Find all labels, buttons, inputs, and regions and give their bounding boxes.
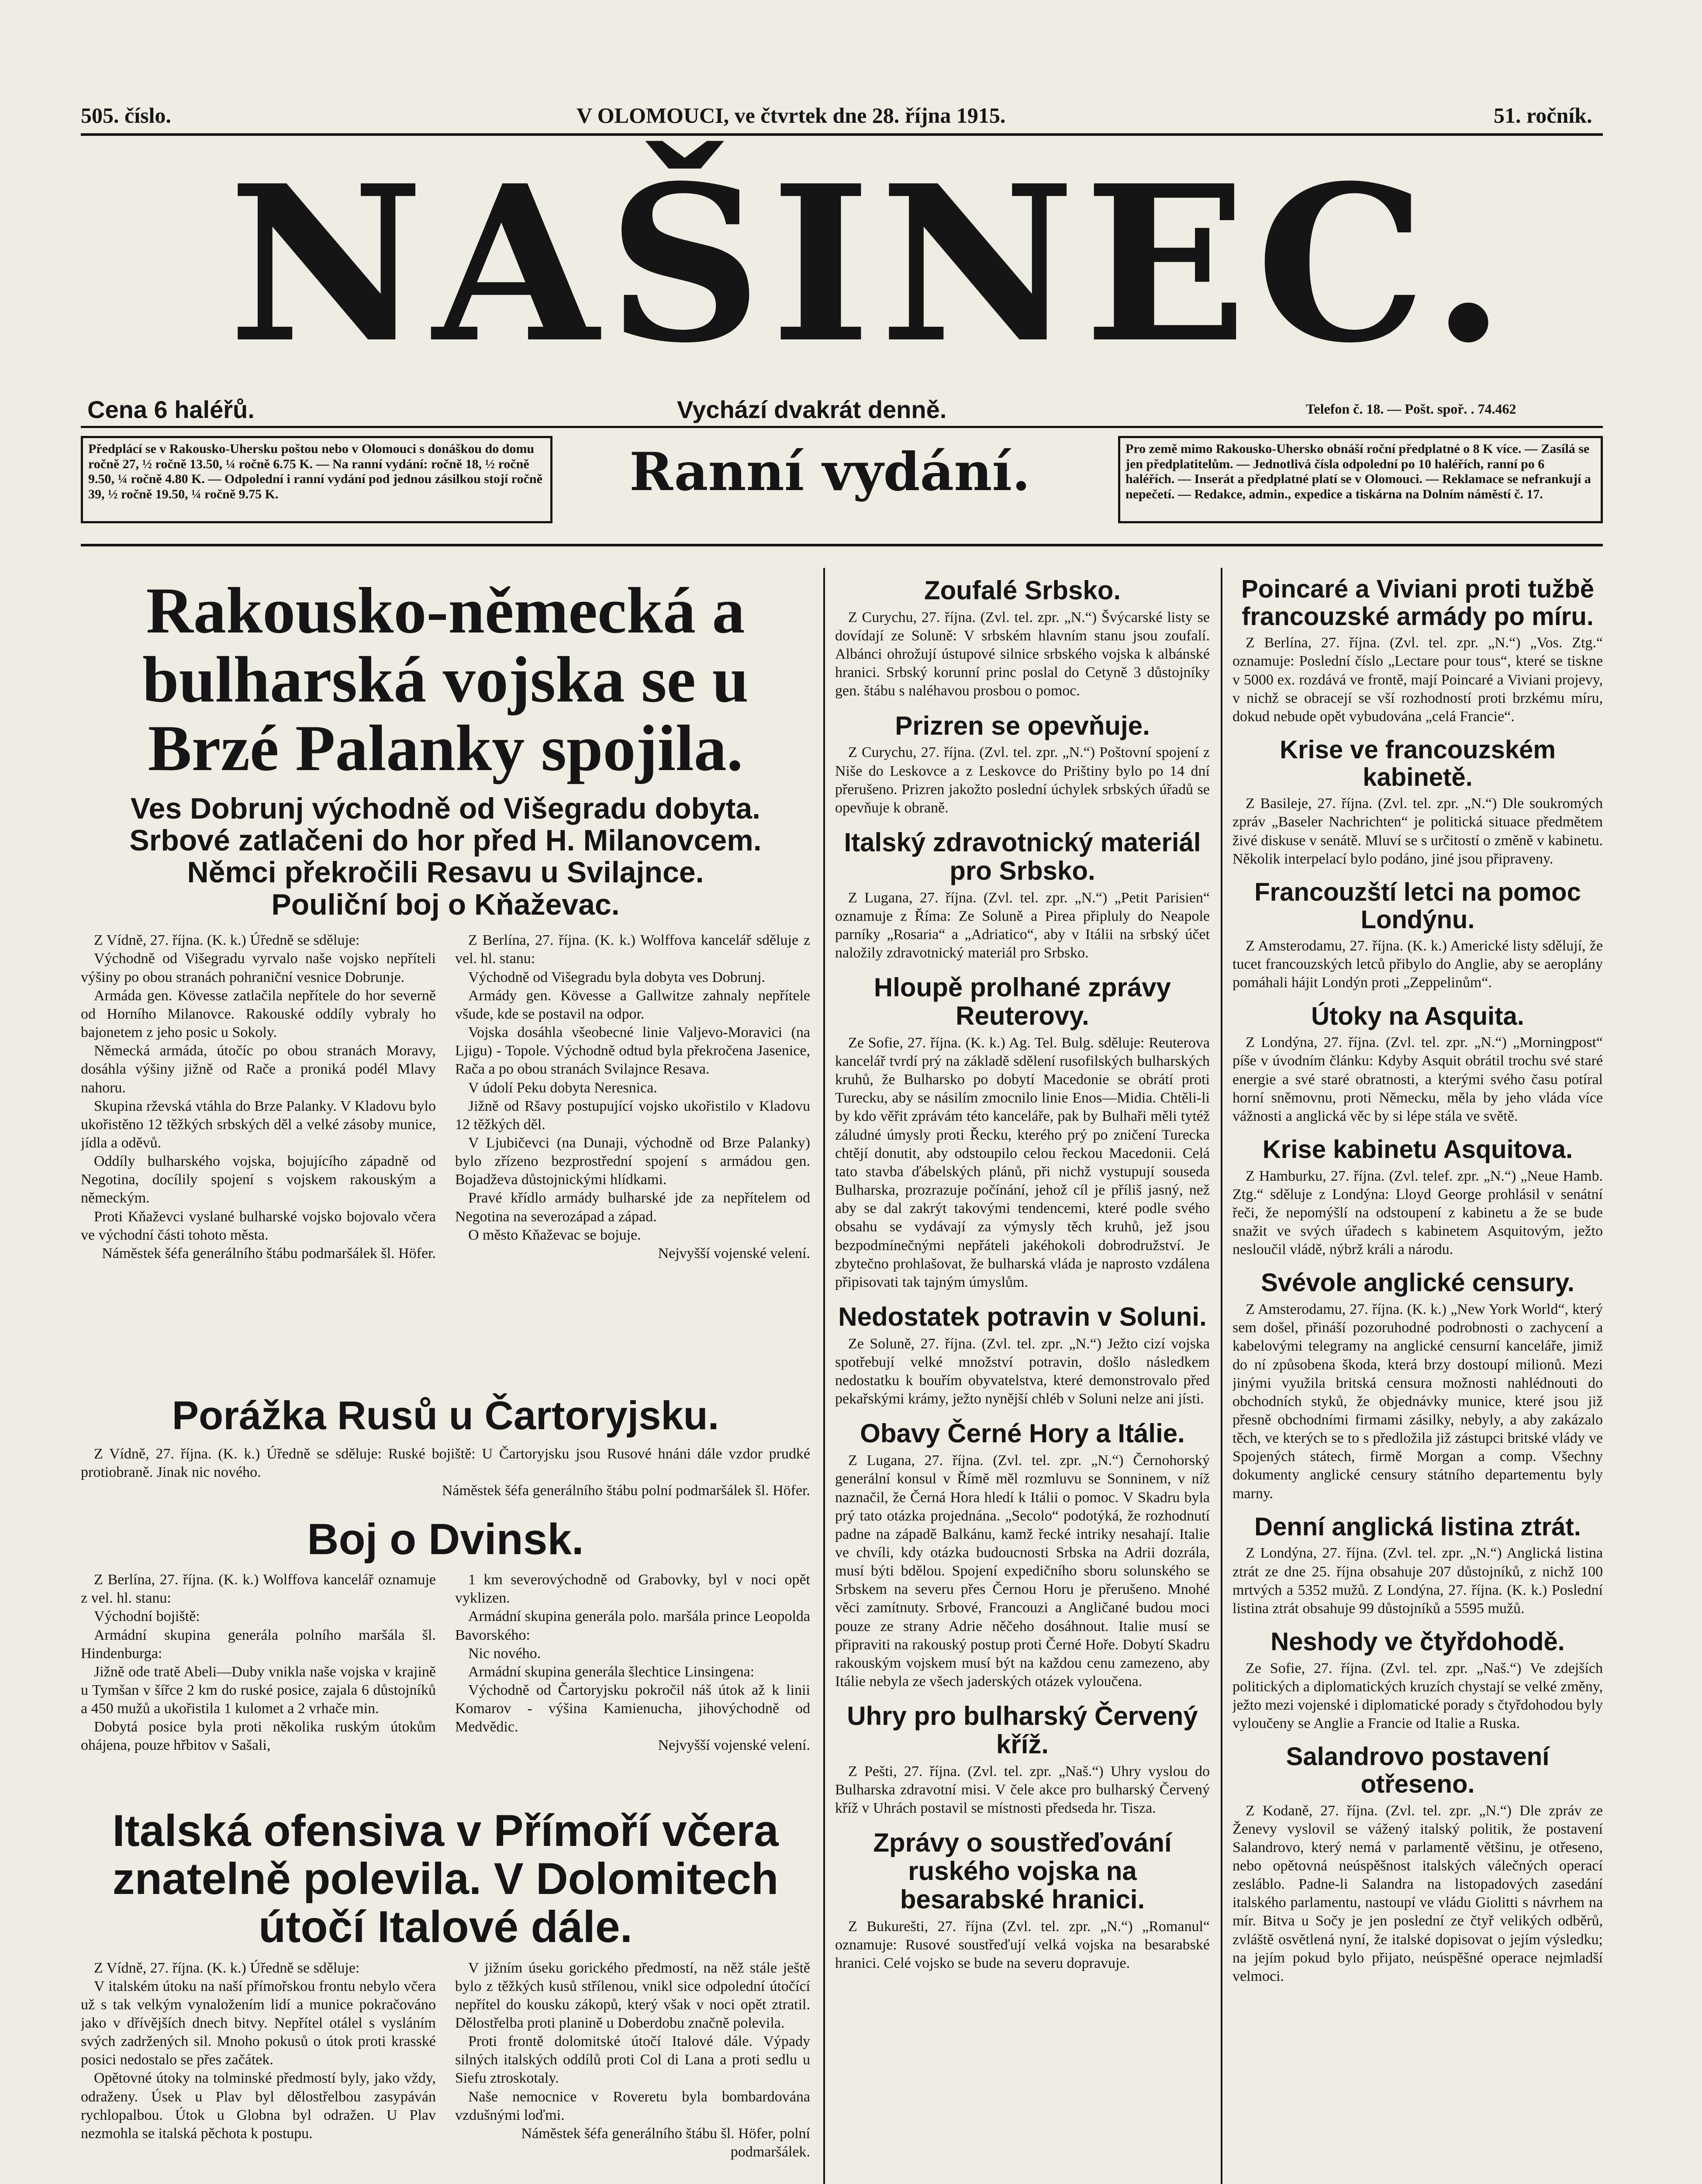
paragraph: Opětovné útoky na tolminské předmostí byly, jako vždy, odraženy. Úsek u Plav byl dělostřelbou zasypáván rychlopalbou. Útok u Globna byl odražen. U Plav nezmohla se italská pěchota k postupu. bbox=[81, 2070, 436, 2142]
paragraph: V italském útoku na naší přímořskou frontu nebylo včera už s tak velkým vynaložením lidí a munice pokračováno jako v dřívějších dnech bitvy. Nepřítel otálel s vysláním svých zadržených sil. Mnoho pokusů o útok proti krasské posici nedostalo se přes začátek. bbox=[81, 1978, 436, 2068]
article-headline: Krise ve francouzském kabinetě. bbox=[1280, 736, 1556, 791]
dvinsk-headline: Boj o Dvinsk. bbox=[307, 1515, 584, 1564]
article-headline: Salandrovo postavení otřeseno. bbox=[1286, 1742, 1550, 1798]
italy-body bbox=[81, 1959, 810, 2184]
volume-number: 51. ročník. bbox=[1494, 103, 1592, 128]
article bbox=[835, 577, 1210, 701]
paragraph: Nic nového. bbox=[468, 1645, 541, 1662]
article bbox=[835, 1420, 1210, 1691]
article bbox=[1232, 1743, 1603, 1986]
paragraph: Armádní skupina generála šlechtice Linsingena: bbox=[468, 1663, 755, 1680]
subscription-box: Předplácí se v Rakousko-Uhersku poštou nebo v Olomouci s donáškou do domu ročně 27, ½ ročně 13.50, ¼ ročně 6.75 K. — Na ranní vydání: ročně 18, ½ ročně 9.50, ¼ ročně 4.80 K. — Odpolední i ranní vydání pod jednou zásilkou stojí ročně 39, ½ ročně 19.50, ¼ ročně 9.75 K. bbox=[81, 436, 552, 523]
article-headline: Nedostatek potravin v Soluni. bbox=[838, 1302, 1207, 1331]
italy-headline: Italská ofensiva v Přímoří včera znatelně polevila. V Dolomitech útočí Italové dále. bbox=[112, 1806, 779, 1952]
paragraph: V údolí Peku dobyta Neresnica. bbox=[468, 1079, 657, 1096]
paragraph: 1 km severovýchodně od Grabovky, byl v noci opět vyklizen. bbox=[455, 1572, 810, 1607]
paragraph: Armádní skupina generála polního maršála šl. Hindenburga: bbox=[81, 1627, 436, 1662]
paragraph: Z Amsterodamu, 27. října. (K. k.) „New York World“, který sem došel, přináší pozoruhodné podrobnosti o zachycení a kabelovými telegramy na anglické censurní kanceláře, jimiž do ní způsobena škoda, která brzy dostoupí milionů. Mezi jinými využila britská censura možnosti nahlédnouti do obchodních styků, že objednávky munice, které jsou již přesně obchodními firmami zásilky, nebyly, a aby zakázalo těch, ve kterých se to s předložila již zástupci britské vlády ve Spojených státech, firmě Morgan a comp. Všechny dokumenty anglické censury státního departementu byly marny. bbox=[1232, 1301, 1603, 1502]
article bbox=[835, 1303, 1210, 1408]
lead-subhead: Ves Dobrunj východně od Višegradu dobyta. bbox=[130, 791, 761, 825]
article-headline: Krise kabinetu Asquitova. bbox=[1262, 1135, 1573, 1164]
paragraph: Z Berlína, 27. října. (K. k.) Wolffova kancelář sděluje z vel. hl. stanu: bbox=[455, 932, 810, 967]
paragraph: Z Curychu, 27. října. (Zvl. tel. zpr. „N.“) Švýcarské listy se dovídají ze Soluně: V srbském hlavním stanu jsou zoufalí. Albánci ohrožují ústupové silnice srbského vojska k albánské hranici. Srbský korunní princ poslal do Cetyně 3 důstojníky gen. štábu s naléhavou prosbou o pomoc. bbox=[835, 609, 1210, 699]
paragraph: Pravé křídlo armády bulharské jde za nepřítelem od Negotina na severozápad a západ. bbox=[455, 1190, 810, 1225]
lead-subhead: Srbové zatlačeni do hor před H. Milanovcem. bbox=[129, 823, 762, 857]
paragraph: V jižním úseku gorického předmostí, na něž stále ještě bylo z těžkých kusů střílenou, vnikl sice odpolední útočící nepřítel do kousku zákopů, který však v noci opět ztratil. Dělostřelba proti planině u Doberdobu značně polevila. bbox=[455, 1959, 810, 2032]
paragraph: Z Lugana, 27. října. (Zvl. tel. zpr. „N.“) „Petit Parisien“ oznamuje z Říma: Ze Soluně a Pirea připluly do Neapole parníky „Rosaria“ a „Adriatico“, aby v Itálii na srbský účet naložily zdravotnický materiál pro Srbsko. bbox=[835, 889, 1210, 961]
paragraph: Z Basileje, 27. října. (Zvl. tel. zpr. „N.“) Dle soukromých zpráv „Baseler Nachrichten“ je politická situace předmětem živé diskuse v senátě. Mluví se s určitostí o změně v kabinetu. Několik interpelací bylo podáno, jiné jsou připraveny. bbox=[1232, 795, 1603, 867]
signature: Nejvyšší vojenské velení. bbox=[658, 1245, 810, 1261]
paragraph: Proti frontě dolomitské útočí Italové dále. Výpady silných italských oddílů proti Col di Lana a proti sedlu u Siefu ztroskotaly. bbox=[455, 2033, 810, 2087]
paragraph: Ze Sofie, 27. října. (Zvl. tel. zpr. „Naš.“) Ve zdejších politických a diplomatických kruzích chystají se velké změny, ježto mezi vojenské i diplomatické porady s čtyřdohodou byly vyloučeny se Anglie a Francie od Italie a Ruska. bbox=[1232, 1660, 1603, 1732]
carto-headline: Porážka Rusů u Čartoryjsku. bbox=[172, 1393, 719, 1438]
article-headline: Uhry pro bulharský Červený kříž. bbox=[847, 1701, 1198, 1759]
carto-body bbox=[81, 1445, 810, 1500]
paragraph: Dobytá posice byla proti několika ruským útokům ohájena, pouze hřbitov v Sašali, bbox=[81, 1719, 436, 1754]
column-rule-1 bbox=[823, 568, 825, 2184]
paragraph: Z Londýna, 27. října. (Zvl. tel. zpr. „N.“) Anglická listina ztrát ze dne 25. října obsahuje 207 důstojníků, z nichž 100 mrtvých a 5352 mužů. Z Londýna, 27. října. (K. k.) Poslední listina ztrát obsahuje 99 důstojníků a 5595 mužů. bbox=[1232, 1545, 1603, 1617]
article-headline: Francouzští letci na pomoc Londýnu. bbox=[1254, 878, 1581, 934]
paragraph: Z Berlína, 27. října. (K. k.) Wolffova kancelář oznamuje z vel. hl. stanu: bbox=[81, 1572, 436, 1607]
dvinsk-body bbox=[81, 1571, 810, 1789]
article bbox=[1232, 576, 1603, 726]
paragraph: Proti Kňaževci vyslané bulharské vojsko bojovalo včera ve východní části tohoto města. bbox=[81, 1208, 436, 1243]
article bbox=[1232, 1269, 1603, 1503]
article bbox=[1232, 1514, 1603, 1618]
column-rule-2 bbox=[1221, 568, 1222, 2184]
lead-subhead: Pouliční boj o Kňaževac. bbox=[271, 888, 620, 921]
middle-column bbox=[835, 568, 1210, 2184]
header-rule bbox=[81, 426, 1603, 428]
contact-info: Telefon č. 18. — Pošt. spoř. . 74.462 bbox=[1306, 401, 1516, 417]
article bbox=[1232, 1136, 1603, 1259]
article bbox=[835, 974, 1210, 1292]
article-headline: Hloupě prolhané zprávy Reuterovy. bbox=[873, 973, 1171, 1031]
lead-headline: Rakousko-německá a bulharská vojska se u Brzé Palanky spojila. bbox=[142, 574, 749, 784]
paragraph: Z Kodaně, 27. října. (Zvl. tel. zpr. „N.“) Dle zpráv ze Ženevy vyslovil se vážený italský politik, že postavení Salandrovo, který nemá v parlamentě většinu, je otřeseno, nebo opětovná neúspěšnost italských válečných operací zesláblo. Padne-li Salandra na listopadových zasedání italského parlamentu, nastoupí ve vládu Giolitti s návrhem na mír. Bitva u Sočy je jen poslední ze čtyř velikých odběrů, zvláště osvětlená nyní, že italské dopisovat o jejím výsledku; na jejím pokud bylo přijato, neúspěšné operace nejmladší velmoci. bbox=[1232, 1802, 1603, 1984]
paragraph: Z Curychu, 27. října. (Zvl. tel. zpr. „N.“) Poštovní spojení z Niše do Leskovce a z Leskovce do Prištiny bylo po 14 dní přerušeno. Prizren jakožto poslední úchylek srbských úřadů se opevňuje k obraně. bbox=[835, 744, 1210, 816]
article-headline: Poincaré a Viviani proti tužbě francouzské armády po míru. bbox=[1241, 575, 1594, 631]
article-headline: Obavy Černé Hory a Itálie. bbox=[860, 1419, 1185, 1448]
header-bottom-rule bbox=[81, 544, 1603, 546]
article-headline: Zprávy o soustřeďování ruského vojska na besarabské hranici. bbox=[873, 1828, 1172, 1914]
frequency: Vychází dvakrát denně. bbox=[677, 396, 947, 423]
paragraph: Z Vídně, 27. října. (K. k.) Úředně se sděluje: Ruské bojiště: U Čartoryjsku jsou Rusové hnáni dále vzdor prudké protiobraně. Jinak nic nového. bbox=[81, 1445, 810, 1480]
paragraph: Východní bojiště: bbox=[94, 1608, 200, 1625]
paragraph: V Ljubičevci (na Dunaji, východně od Brze Palanky) bylo zřízeno bezprostřední spojení s armádou gen. Bojadževa důstojnickými hlídkami. bbox=[455, 1134, 810, 1188]
paragraph: Ze Sofie, 27. října. (K. k.) Ag. Tel. Bulg. sděluje: Reuterova kancelář tvrdí prý na základě sdělení rusofilských bulharských kruhů, že Bulharsko po dobytí Macedonie se obrátí proti Turecku, aby se násilím zmocnilo linie Enos—Midia. Chtěli-li by kdo věřit zprávám této kanceláře, pak by Bulhaři měli tytéž záludné úmysly proti Řecku, kterého prý po zničení Turecka chtějí donutit, aby odstoupilo celou řeckou Macedonii. Celá tato stavba ďábelských plánů, při nichž vystupují souseda Bulharska, prozrazuje počínání, jehož cíl je příliš jasný, než aby se dal zakrýt takovými tendencemi, které podle svého obsahu se vydávají za výmysly těch kruhů, jež jsou bezpodmínečnými nepřáteli jakéhokoli dobrodružství. Je zbytečno prohlašovat, že bulharská vláda je naprosto vzdálena připisovati tak tajným úmyslům. bbox=[835, 1034, 1210, 1290]
paragraph: Armády gen. Kövesse a Gallwitze zahnaly nepřítele všude, kde se postavil na odpor. bbox=[455, 987, 810, 1022]
article bbox=[835, 829, 1210, 962]
paragraph: Naše nemocnice v Roveretu byla bombardována vzdušnými loďmi. bbox=[455, 2088, 810, 2123]
article bbox=[835, 712, 1210, 817]
paragraph: Ze Soluně, 27. října. (Zvl. tel. zpr. „N.“) Ježto cizí vojska spotřebují velké množství potravin, došlo následkem nedostatku k bouřím obyvatelstva, které demonstrovalo před pekařskými krámy, ježto nynější chléb v Soluni nelze ani jísti. bbox=[835, 1335, 1210, 1407]
signature: Náměstek šéfa generálního štábu polní podmaršálek šl. Höfer. bbox=[442, 1482, 810, 1499]
paragraph: Z Berlína, 27. října. (Zvl. tel. zpr. „N.“) „Vos. Ztg.“ oznamuje: Poslední číslo „Lectare pour tous“, které se tiskne v 5000 ex. rozdává ve frontě, mají Poincaré a Viviani projevy, v nichž se obracejí se vší rozhodností proti brzkému míru, dokud nebude opět vybudována „celá Francie“. bbox=[1232, 635, 1603, 725]
paragraph: Německá armáda, útočíc po obou stranách Moravy, dosáhla výšiny jižně od Rače a proniká podél Mlavy nahoru. bbox=[81, 1043, 436, 1096]
right-column bbox=[1232, 568, 1603, 2184]
paragraph: Východně od Čartoryjsku pokročil náš útok až k linii Komarov - výšina Kamienucha, jihovýchodně od Medvědic. bbox=[455, 1682, 810, 1735]
top-rule bbox=[81, 133, 1603, 136]
paragraph: Vojska dosáhla všeobecné linie Valjevo-Moravici (na Ljigu) - Topole. Východně odtud byla překročena Jasenice, Rača a po obou stranách Svilajnce Resava. bbox=[455, 1024, 810, 1078]
signature: Náměstek šéfa generálního štábu podmaršálek šl. Höfer. bbox=[102, 1245, 436, 1261]
paragraph: Jižně od Ršavy postupující vojsko ukořistilo v Kladovu 12 těžkých děl. bbox=[455, 1098, 810, 1133]
article-headline: Útoky na Asquita. bbox=[1311, 1002, 1524, 1030]
dateline: V OLOMOUCI, ve čtvrtek dne 28. října 1915. bbox=[577, 103, 1006, 128]
article-headline: Neshody ve čtyřdohodě. bbox=[1270, 1628, 1565, 1656]
article bbox=[1232, 1628, 1603, 1733]
paragraph: Z Londýna, 27. října. (Zvl. tel. zpr. „N.“) „Morningpost“ píše v úvodním článku: Kdyby Asquit obrátil trochu své staré energie a své staré obratnosti, a kterými svého času potíral horní sněmovnu, proti Německu, měla by jeho vláda více vážnosti a anglická věc by si lépe stála ve světě. bbox=[1232, 1034, 1603, 1124]
paragraph: Z Vídně, 27. října. (K. k.) Úředně se sděluje: bbox=[94, 932, 360, 949]
paragraph: Z Lugana, 27. října. (Zvl. tel. zpr. „N.“) Černohorský generální konsul v Římě měl rozmluvu se Sonninem, v níž naznačil, že Černá Hora hledí k Itálii o pomoc. V Skadru byla prý tato otázka projednána. „Secolo“ podotýká, že rozhodnutí padne na západě Balkánu, kamž řecké intriky nesahají. Italie ve chvíli, kdy otázka budoucnosti Srbska na Adrii dozrála, musí býti bdělou. Spojení expedičního sboru solunského se Srbskem na severu přes Černou Horu je přerušeno. Mnohé věci zamítnuty. Srbové, Francouzi a Angličané budou moci pouze ze strany Adrie něčeho dosáhnout. Italie musí se připraviti na rakouský postup proti Černé Hoře. Dobytí Skadru rakouským vojskem musí být na každou cenu zamezeno, aby Itálie nebyla ze všech jaderských otázek vyloučena. bbox=[835, 1452, 1210, 1690]
article bbox=[1232, 736, 1603, 868]
edition-label: Ranní vydání. bbox=[629, 441, 1030, 503]
lead-body bbox=[81, 931, 810, 1377]
foreign-box: Pro země mimo Rakousko-Uhersko obnáší roční předplatné o 8 K více. — Zasílá se jen předplatitelům. — Jednotlivá čísla odpolední po 10 haléřích, ranní po 6 haléřích. — Inserát a předplatné platí se v Olomouci. — Reklamace se nefrankují a nepečetí. — Redakce, admin., expedice a tiskárna na Dolním náměstí č. 17. bbox=[1118, 436, 1603, 523]
main-column bbox=[81, 563, 810, 2184]
signature: Nejvyšší vojenské velení. bbox=[658, 1737, 810, 1754]
paragraph: Z Pešti, 27. října. (Zvl. tel. zpr. „Naš.“) Uhry vyslou do Bulharska zdravotní misi. V čele akce pro bulharský Červený kříž v Uhrách postavil se místnosti předseda hr. Tisza. bbox=[835, 1763, 1210, 1817]
article-headline: Zoufalé Srbsko. bbox=[924, 576, 1121, 605]
masthead-title: NAŠINEC. bbox=[228, 138, 1515, 390]
paragraph: Z Bukurešti, 27. října (Zvl. tel. zpr. „N.“) „Romanul“ oznamuje: Rusové soustřeďují velká vojska na besarabské hranici. Celé vojsko se bude na severu dopravuje. bbox=[835, 1918, 1210, 1972]
paragraph: Jižně ode tratě Abeli—Duby vnikla naše vojska v krajině u Tymšan v šířce 2 km do ruské posice, zajala 6 důstojníků a 450 mužů a ukořistila 1 kulomet a 2 vrhače min. bbox=[81, 1663, 436, 1717]
article-headline: Italský zdravotnický materiál pro Srbsko. bbox=[844, 828, 1201, 885]
signature: Náměstek šéfa generálního štábu šl. Höfer, polní podmaršálek. bbox=[521, 2125, 810, 2160]
article-headline: Svévole anglické censury. bbox=[1261, 1268, 1574, 1297]
paragraph: Armáda gen. Kövesse zatlačila nepřítele do hor severně od Horního Milanovce. Rakouské oddíly vybraly ho bajonetem z jeho posic u Sokoly. bbox=[81, 987, 436, 1041]
price: Cena 6 haléřů. bbox=[87, 396, 255, 423]
article-headline: Denní anglická listina ztrát. bbox=[1254, 1512, 1581, 1541]
paragraph: Z Hamburku, 27. října. (Zvl. telef. zpr. „N.“) „Neue Hamb. Ztg.“ sděluje z Londýna: Lloyd George prohlásil v senátní řeči, že nepomýšlí na odstoupení z kabinetu a že se bude snažit ve svých úřadech s kabinetem Asquitovým, ježto nesloučil vládě, nýbrž králi a národu. bbox=[1232, 1168, 1603, 1258]
lead-subhead: Němci překročili Resavu u Svilajnce. bbox=[187, 856, 704, 889]
paragraph: Z Vídně, 27. října. (K. k.) Úředně se sděluje: bbox=[94, 1959, 360, 1976]
article bbox=[1232, 879, 1603, 992]
article-headline: Prizren se opevňuje. bbox=[895, 711, 1150, 740]
paragraph: Z Amsterodamu, 27. října. (K. k.) Americké listy sdělují, že tucet francouzských letců přibylo do Anglie, aby se aeroplány pomáhali hájit Londýn proti „Zeppelinům“. bbox=[1232, 938, 1603, 991]
paragraph: Armádní skupina generála polo. maršála prince Leopolda Bavorského: bbox=[455, 1608, 810, 1643]
paragraph: Oddíly bulharského vojska, bojujícího západně od Negotina, docílily spojení s vojskem rakouským a německým. bbox=[81, 1153, 436, 1206]
issue-number: 505. číslo. bbox=[81, 103, 171, 128]
paragraph: O město Kňaževac se bojuje. bbox=[468, 1227, 641, 1243]
article bbox=[1232, 1003, 1603, 1126]
article bbox=[835, 1829, 1210, 1973]
paragraph: Východně od Višegradu byla dobyta ves Dobrunj. bbox=[468, 969, 766, 985]
article bbox=[835, 1702, 1210, 1818]
paragraph: Východně od Višegradu vyrvalo naše vojsko nepříteli výšiny po obou stranách pohraniční vesnice Dobrunje. bbox=[81, 950, 436, 985]
paragraph: Skupina rževská vtáhla do Brze Palanky. V Kladovu bylo ukořistěno 12 těžkých srbských děl a velké zásoby munice, jídla a oděvů. bbox=[81, 1098, 436, 1151]
